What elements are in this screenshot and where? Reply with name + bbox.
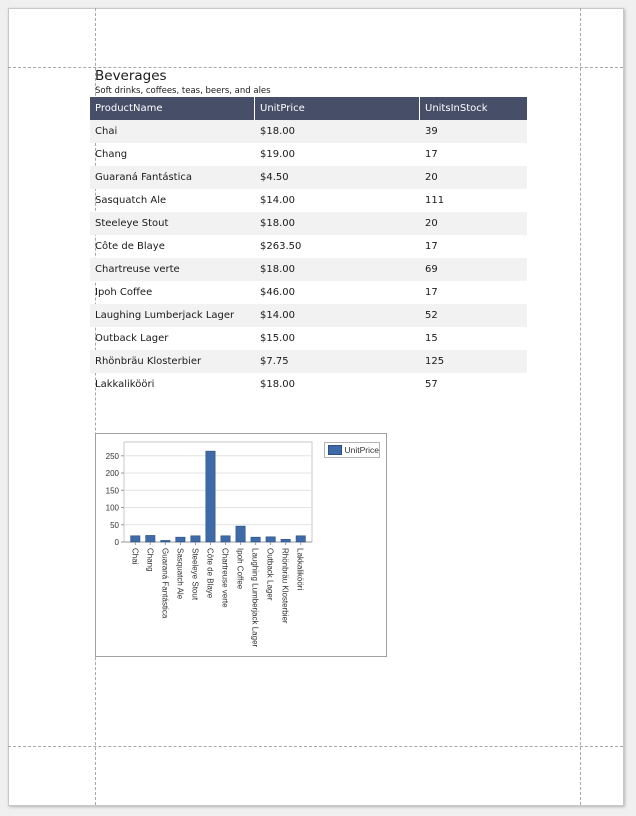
table-row	[90, 143, 527, 166]
products-table	[90, 97, 527, 396]
units-in-stock-cell: 20	[425, 172, 438, 183]
product-name-cell: Laughing Lumberjack Lager	[95, 310, 235, 321]
product-name-cell: Chai	[95, 126, 118, 137]
bar-11	[281, 539, 290, 542]
unit-price-cell: $263.50	[260, 241, 302, 252]
table-row	[90, 212, 527, 235]
product-name-cell: Ipoh Coffee	[95, 287, 153, 298]
unit-price-cell: $18.00	[260, 218, 295, 229]
table-row	[90, 258, 527, 281]
x-tick-label: Laughing Lumberjack Lager	[250, 548, 260, 648]
bottom-margin-guide	[8, 746, 623, 747]
product-name-cell: Outback Lager	[95, 333, 169, 344]
units-in-stock-cell: 39	[425, 126, 438, 137]
product-name-cell: Chartreuse verte	[95, 264, 180, 275]
report-title: Beverages	[95, 68, 167, 84]
y-tick-label: 0	[114, 538, 119, 547]
legend-label: UnitPrice	[344, 445, 379, 455]
report-subtitle: Soft drinks, coffees, teas, beers, and ales	[95, 86, 271, 96]
table-row	[90, 373, 527, 396]
x-tick-label: Côte de Blaye	[205, 548, 215, 599]
product-name-cell: Lakkalikööri	[95, 379, 155, 390]
units-in-stock-cell: 52	[425, 310, 438, 321]
chart-canvas	[96, 434, 386, 656]
table-row	[90, 304, 527, 327]
bar-7	[221, 536, 230, 542]
units-in-stock-cell: 111	[425, 195, 445, 206]
table-row	[90, 120, 527, 143]
right-margin-guide	[580, 8, 581, 805]
legend-swatch	[328, 445, 342, 455]
table-header	[90, 97, 527, 120]
product-name-cell: Steeleye Stout	[95, 218, 169, 229]
y-tick-label: 50	[110, 520, 119, 530]
table-body	[90, 120, 527, 396]
bar-9	[251, 537, 260, 542]
y-tick-label: 200	[105, 469, 119, 479]
units-in-stock-cell: 125	[425, 356, 445, 367]
x-tick-label: Chartreuse verte	[220, 548, 230, 608]
y-tick-label: 100	[105, 503, 119, 513]
unit-price-cell: $7.75	[260, 356, 289, 367]
column-header-unitsinstock: UnitsInStock	[425, 103, 488, 114]
y-tick-label: 250	[105, 451, 119, 461]
plot-area	[124, 442, 312, 542]
units-in-stock-cell: 17	[425, 287, 438, 298]
units-in-stock-cell: 69	[425, 264, 438, 275]
table-row	[90, 327, 527, 350]
unit-price-cell: $19.00	[260, 149, 295, 160]
x-tick-label: Chang	[145, 548, 155, 572]
table-row	[90, 189, 527, 212]
product-name-cell: Rhönbräu Klosterbier	[95, 356, 202, 367]
bar-6	[206, 451, 215, 542]
product-name-cell: Guaraná Fantástica	[95, 172, 192, 183]
units-in-stock-cell: 17	[425, 241, 438, 252]
x-tick-label: Rhönbräu Klosterbier	[280, 548, 290, 624]
units-in-stock-cell: 57	[425, 379, 438, 390]
bar-2	[146, 535, 155, 542]
bar-4	[176, 537, 185, 542]
units-in-stock-cell: 17	[425, 149, 438, 160]
unit-price-cell: $4.50	[260, 172, 289, 183]
x-tick-label: Guaraná Fantástica	[160, 548, 170, 619]
table-row	[90, 235, 527, 258]
x-tick-label: Steeleye Stout	[190, 548, 200, 601]
unit-price-cell: $14.00	[260, 195, 295, 206]
product-name-cell: Chang	[95, 149, 128, 160]
table-row	[90, 166, 527, 189]
x-tick-label: Chai	[130, 548, 140, 565]
x-tick-label: Lakkalikööri	[295, 548, 305, 591]
bar-3	[161, 540, 170, 542]
unit-price-cell: $46.00	[260, 287, 295, 298]
x-tick-label: Ipoh Coffee	[235, 548, 245, 590]
units-in-stock-cell: 15	[425, 333, 438, 344]
column-header-unitprice: UnitPrice	[255, 97, 420, 120]
unit-price-cell: $18.00	[260, 126, 295, 137]
table-row	[90, 281, 527, 304]
product-name-cell: Sasquatch Ale	[95, 195, 167, 206]
y-tick-label: 150	[105, 486, 119, 496]
unit-price-cell: $15.00	[260, 333, 295, 344]
unit-price-chart	[95, 433, 387, 657]
column-header-productname: ProductName	[90, 97, 255, 120]
x-tick-label: Outback Lager	[265, 548, 275, 601]
x-tick-label: Sasquatch Ale	[175, 548, 185, 600]
product-name-cell: Côte de Blaye	[95, 241, 165, 252]
bar-12	[296, 536, 305, 542]
bar-10	[266, 537, 275, 542]
unit-price-cell: $18.00	[260, 264, 295, 275]
bar-8	[236, 526, 245, 542]
bar-5	[191, 536, 200, 542]
chart-legend	[324, 442, 380, 458]
unit-price-cell: $18.00	[260, 379, 295, 390]
unit-price-cell: $14.00	[260, 310, 295, 321]
units-in-stock-cell: 20	[425, 218, 438, 229]
bar-1	[131, 536, 140, 542]
table-row	[90, 350, 527, 373]
